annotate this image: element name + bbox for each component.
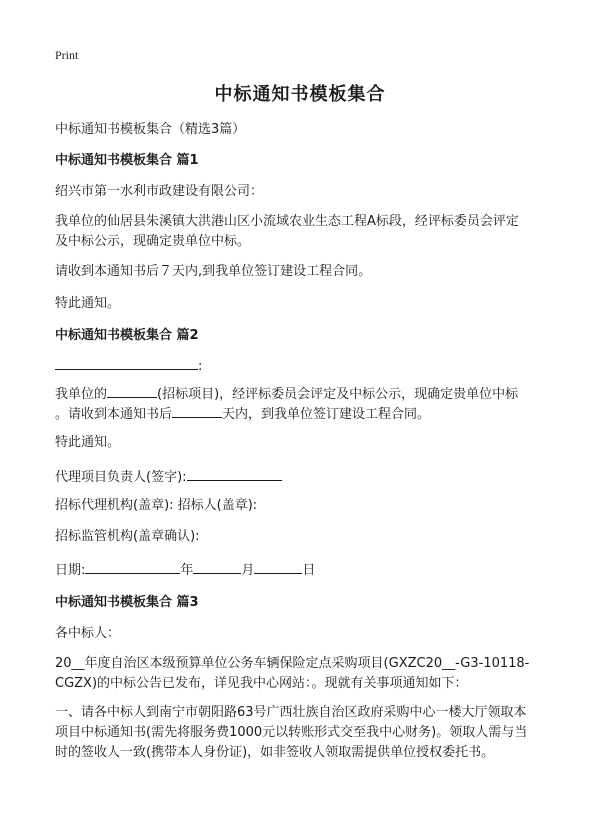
section3-addressee: 各中标人： [55,626,121,641]
section3-p2-line2: 项目中标通知书(需先将服务费1000元以转账形式交至我中心财务)。领取人需与当 [55,725,528,740]
month-label: 月 [241,563,255,578]
page-title: 中标通知书模板集合 [214,84,386,105]
day-label: 日 [302,563,316,578]
signer-line [55,466,550,488]
section3-p2-line1: 一、请各中标人到南宁市朝阳路63号广西壮族自治区政府采购中心一楼大厅领取本 [55,705,527,720]
section3-p1-line2: CGZX)的中标公告已发布，详见我中心网站：。现就有关事项通知如下： [55,676,468,691]
date-line [55,559,550,581]
doc-subtitle: 中标通知书模板集合（精选3篇） [55,122,246,137]
print-link[interactable]: Print [55,48,79,62]
section2-body-l1b: (招标项目)，经评标委员会评定及中标公示，现确定贵单位中标 [157,387,519,402]
section2-body-line2 [55,403,550,425]
section2-heading: 中标通知书模板集合 篇2 [55,328,199,343]
section1-addressee: 绍兴市第一水利市政建设有限公司： [55,184,264,199]
section1-body2: 请收到本通知书后７天内,到我单位签订建设工程合同。 [55,264,372,279]
section1-body-line1: 我单位的仙居县朱溪镇大洪港山区小流域农业生态工程A标段，经评标委员会评定 [55,214,519,229]
section1-heading: 中标通知书模板集合 篇1 [55,153,199,168]
signer-label: 代理项目负责人(签字): [55,470,187,485]
date-label: 日期: [55,563,86,578]
section2-closing: 特此通知。 [55,435,121,450]
supervisor-line: 招标监管机构(盖章确认): [55,529,200,544]
addressee-blank[interactable] [55,355,198,370]
section3-p1-line1: 20__年度自治区本级预算单位公务车辆保险定点采购项目(GXZC20__-G3-10118- [55,656,530,671]
section2-body-l2a: 。请收到本通知书后 [55,407,173,422]
section1-body-line2: 及中标公示，现确定贵单位中标。 [55,234,251,249]
signer-blank[interactable] [187,466,282,481]
project-blank[interactable] [107,383,157,398]
section1-closing: 特此通知。 [55,296,121,311]
year-blank[interactable] [85,559,180,574]
addressee-colon: : [198,359,203,374]
section2-body-l1a: 我单位的 [55,387,108,402]
days-blank[interactable] [172,403,222,418]
section3-heading: 中标通知书模板集合 篇3 [55,595,199,610]
month-blank[interactable] [193,559,241,574]
section3-p2-line3: 时的签收人一致(携带本人身份证)，如非签收人领取需提供单位授权委托书。 [55,745,495,760]
agency-line: 招标代理机构(盖章): 招标人(盖章): [55,498,258,513]
section2-addressee-line [55,355,550,377]
day-blank[interactable] [254,559,302,574]
year-label: 年 [180,563,194,578]
section2-body-line1 [55,383,550,405]
section2-body-l2b: 天内，到我单位签订建设工程合同。 [222,407,431,422]
